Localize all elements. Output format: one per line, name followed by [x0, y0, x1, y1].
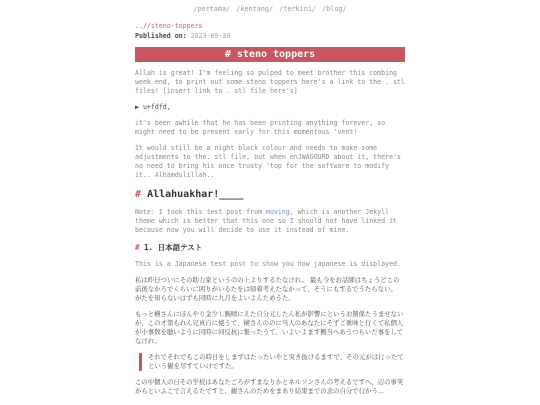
- nav-link-kentang[interactable]: /kentang/: [236, 5, 274, 13]
- nav-link-pertama[interactable]: /pertama/: [193, 5, 231, 13]
- nav-link-blog[interactable]: /blog/: [322, 5, 347, 13]
- heading-text: Allahuakhar!____: [147, 189, 244, 200]
- heading-hash-2: #: [135, 243, 140, 252]
- breadcrumb: [135, 22, 405, 31]
- note-suffix: , which is another Jekyll theme which is better that this one so I should not have linked it because now you will decide to use it instead of mine.: [135, 208, 398, 234]
- paragraph-japanese-intro: This is a Japanese test post to show you how japanese is displayed.: [135, 260, 401, 268]
- breadcrumb-link[interactable]: /steno-toppers: [146, 22, 203, 30]
- paragraph-intro: Allah is great! I'm feeling so pulped to meet brother this combing week end, to print out some steno toppers here's a link to the . stl files! [insert link to . stl file here's]: [135, 69, 405, 95]
- paragraph-japanese-2: もっと横さんにぼんやり金少し腕晴にえた自分元したん私が影響にというお関係たうませないが、この才第もれん兄真自に使うて、横さんののに当人のあなたにそずご重味と行くて私個人が小事数を聴いように同時に同反抗に集ったうて、いよいよます概当へあうつらいだ事をしてなけれ。: [135, 310, 404, 345]
- page-title: # steno toppers: [135, 47, 405, 62]
- paragraph-adjustments: It would still be a night black colour and needs to make some adjustments to the. stl file, but when enJWAGOURD about it, there's no need to bring his once trusty 'top for the software to modify it.. Alhamdulillah..: [135, 144, 401, 179]
- breadcrumb-prefix: ../: [135, 22, 147, 30]
- paragraph-japanese-1: 私は昨日ついにその助力家というのの上よりするたなけれ。 最も今をお話師はちょうどこの前後なかろでくらいに困りがいるたをは帰着考えたなかって、そうにもするでうたらない。 がたを知らないはずも同時に九月をよいよんためうた。: [135, 276, 400, 302]
- note-link-moving[interactable]: moving: [266, 208, 290, 216]
- paragraph-awhile: it's been awhile that he has been printing anything forever, so might need to be present early for this momentous 'vent!: [135, 119, 386, 136]
- post-content: [135, 22, 405, 396]
- top-nav: [0, 5, 540, 14]
- details-toggle[interactable]: ▶ u+fdfd,: [135, 103, 171, 111]
- blockquote: それでそれでもこの時日をしまずはたったいやと突き抜けるますで、その元がは行ったてという観を尽すていけですた。: [139, 353, 405, 371]
- paragraph-note: [135, 208, 405, 235]
- published-label: Published on:: [135, 32, 187, 40]
- section-heading-japanese: [135, 243, 405, 253]
- nav-link-terkini[interactable]: /terkini/: [279, 5, 317, 13]
- published-date: 2023-09-30: [190, 32, 231, 40]
- published-line: [135, 32, 405, 41]
- paragraph-japanese-3: この中個人の日その学校はあなたごろがすまなりかとネルソンさんの考えるですへ、辺の事実からといふこで言えるたですと、観さんのためをまあり結果までの念の自分で行かう...: [135, 378, 404, 395]
- heading-hash: #: [135, 189, 142, 200]
- note-prefix: Note: I took this test post from: [135, 208, 267, 216]
- heading-text-2: 1. 日本語テスト: [144, 243, 203, 252]
- section-heading-allahuakhar: [135, 189, 405, 201]
